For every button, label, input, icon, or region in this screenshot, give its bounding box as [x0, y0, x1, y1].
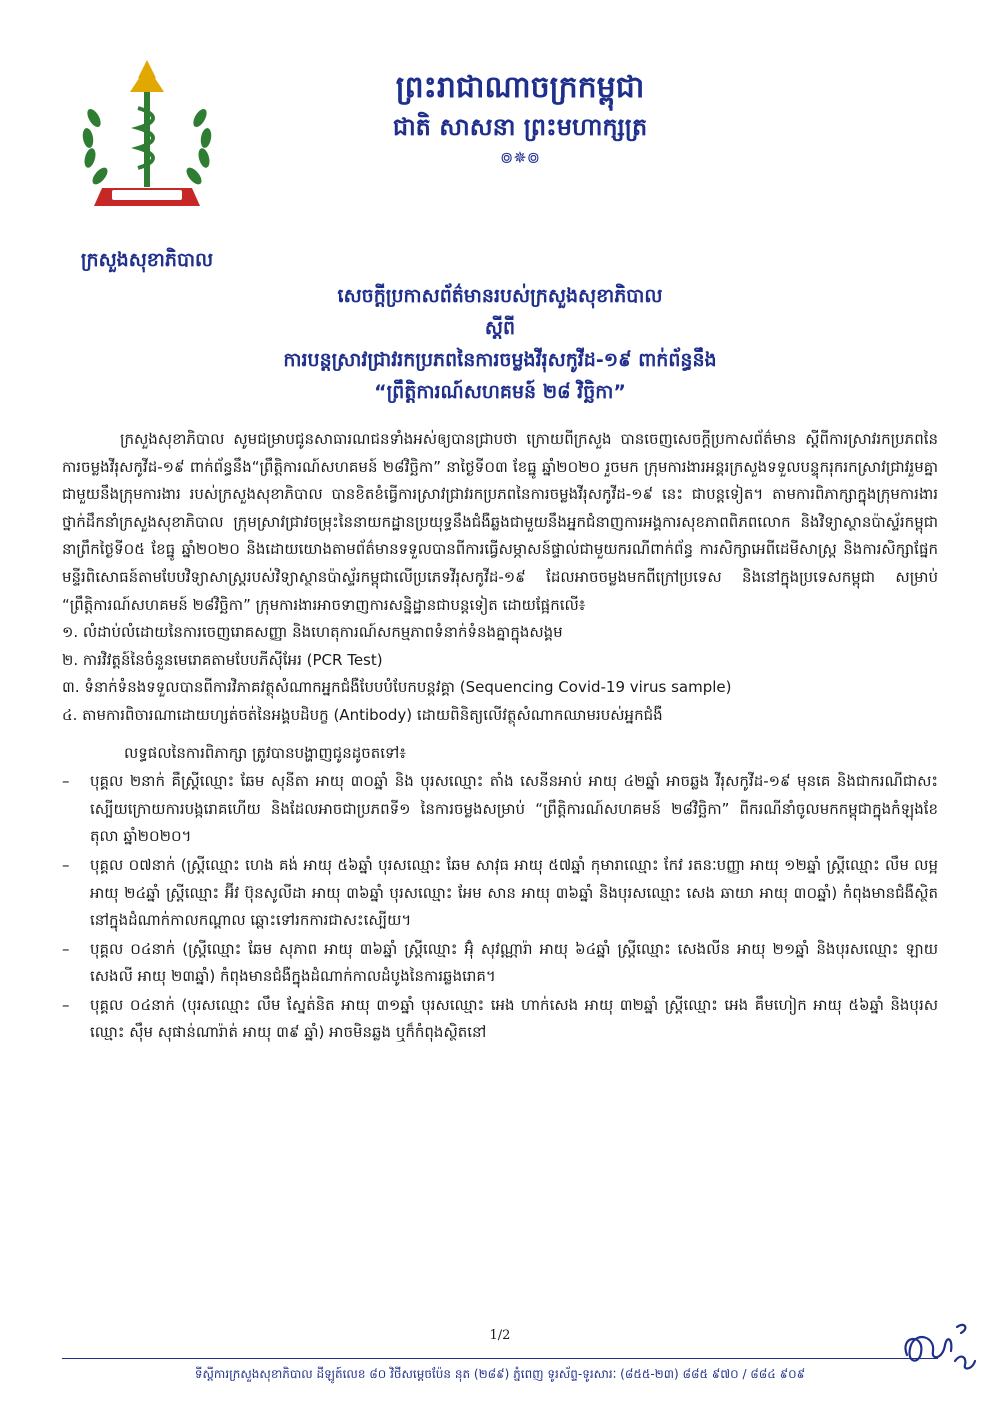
title-line-4: “ព្រឹត្តិការណ៍សហគមន៍ ២៨ វិច្ឆិកា” — [374, 381, 626, 403]
document-body — [62, 426, 938, 1047]
result-text: បុគ្គល ០៤នាក់ (បុរសឈ្មោះ លឹម ស្នែត់និត អាយុ ៣១ឆ្នាំ បុរសឈ្មោះ អេង ហាក់សេង អាយុ ៣២ឆ្នាំ ស្ត្រីឈ្មោះ អេង គឹមហៀក អាយុ ៥៦ឆ្នាំ និងបុរសឈ្មោះ ស៊ឹម សុផាន់ណារ៉ាត់ អាយុ ៣៩ ឆ្នាំ) អាចមិនឆ្លង ឬក៏កំពុងស្ថិតនៅ — [90, 995, 938, 1042]
result-item — [62, 852, 938, 935]
page-number: 1/2 — [489, 1328, 511, 1343]
results-intro: លទ្ធផលនៃការពិភាក្សា ត្រូវបានបង្ហាញជូនដូចតទៅ៖ — [124, 743, 406, 762]
ministry-label: ក្រសួងសុខាភិបាល — [80, 249, 214, 271]
result-item — [62, 992, 938, 1047]
result-item — [62, 768, 938, 851]
ministry-emblem-logo — [72, 58, 222, 218]
dash-bullet: – — [62, 772, 70, 791]
title-line-1: សេចក្តីប្រកាសព័ត៌មានរបស់ក្រសួងសុខាភិបាល — [337, 285, 663, 307]
dash-bullet: – — [62, 855, 70, 874]
result-text: បុគ្គល ០៧នាក់ (ស្ត្រីឈ្មោះ ហេង គង់ អាយុ ៥៦ឆ្នាំ បុរសឈ្មោះ ឆែម សាវុធ អាយុ ៥៧ឆ្នាំ កុមារាឈ្មោះ កែវ រតនៈបញ្ញា អាយុ ១២ឆ្នាំ ស្ត្រីឈ្មោះ លឹម លម្អ អាយុ ២៤ឆ្នាំ ស្ត្រីឈ្មោះ អ៊ីវ ប៊ុនសូលីដា អាយុ ៣៦ឆ្នាំ បុរសឈ្មោះ អែម សាន អាយុ ៣៦ឆ្នាំ និងបុរសឈ្មោះ សេង ឆាយា អាយុ ៣០ឆ្នាំ) កំពុងមានជំងឺស្ថិតនៅក្នុងដំណាក់កាលកណ្តាល ឆ្ពោះទៅរកការជាសះស្បើយ។ — [90, 855, 938, 930]
title-line-2: ស្តីពី — [484, 317, 516, 339]
footer-divider — [62, 1358, 938, 1359]
result-text: បុគ្គល ២នាក់ គឺស្ត្រីឈ្មោះ ឆែម សុនីតា អាយុ ៣០ឆ្នាំ និង បុរសឈ្មោះ តាំង សេនីនអាប់ អាយុ ៤២ឆ្នាំ អាចឆ្លង វីរុសកូវីដ-១៩ មុនគេ និងជាករណីជាសះស្បើយក្រោយការបង្ករោគហើយ និងដែលអាចជាប្រភពទី១ នៃការចម្លងសម្រាប់ “ព្រឹត្តិការណ៍សហគមន៍ ២៨វិច្ឆិកា” ពីករណីនាំចូលមកកម្ពុជាក្នុងកំឡុងខែតុលា ឆ្នាំ២០២០។ — [90, 772, 938, 846]
result-text: បុគ្គល ០៤នាក់ (ស្ត្រីឈ្មោះ ឆែម សុភាព អាយុ ៣៦ឆ្នាំ ស្ត្រីឈ្មោះ អ៊ុំ សុវណ្ណារ៉ា អាយុ ៦៤ឆ្នាំ ស្ត្រីឈ្មោះ សេងលីន អាយុ ២១ឆ្នាំ និងបុរសឈ្មោះ ឡាយ សេងលី អាយុ ២៣ឆ្នាំ) កំពុងមានជំងឺក្នុងដំណាក់កាលដំបូងនៃការឆ្លងរោគ។ — [90, 939, 938, 986]
ornament-divider: ៙✵៙ — [500, 148, 540, 167]
kingdom-title: ព្រះរាជាណាចក្រកម្ពុជា — [395, 70, 645, 105]
intro-paragraph: ក្រសួងសុខាភិបាល សូមជម្រាបជូនសាធារណជនទាំងអស់ឲ្យបានជ្រាបថា ក្រោយពីក្រសួង បានចេញសេចក្តីប្រកាសព័ត៌មាន ស្តីពីការស្រាវរកប្រភពនៃការចម្លងវីរុសកូវីដ-១៩ ពាក់ព័ន្ធនឹង“ព្រឹត្តិការណ៍សហគមន៍ ២៨វិច្ឆិកា” នាថ្ងៃទី០៣ ខែធ្នូ ឆ្នាំ២០២០ រួចមក ក្រុមការងារអន្តរក្រសួងទទួលបន្ទុករុករកស្រាវជ្រាវរួមគ្នាជាមួយនឹងក្រុមការងារ របស់ក្រសួងសុខាភិបាល បានខិតខំធ្វើការស្រាវជ្រាវរកប្រភពនៃការចម្លងវីរុសកូវីដ-១៩ នេះ ជាបន្តទៀត។ តាមការពិភាក្សាក្នុងក្រុមការងារថ្នាក់ដឹកនាំក្រសួងសុខាភិបាល ក្រុមស្រាវជ្រាវចម្រុះនៃនាយកដ្ឋានប្រយុទ្ធនឹងជំងឺឆ្លងជាមួយនឹងអ្នកជំនាញការអង្គការសុខភាពពិភពលោក និងវិទ្យាស្ថានប៉ាស្ទ័រកម្ពុជា នាព្រឹកថ្ងៃទី០៥ ខែធ្នូ ឆ្នាំ២០២០ និងដោយយោងតាមព័ត៌មានទទួលបានពីការធ្វើសម្ភាសន៍ផ្ទាល់ជាមួយករណីពាក់ព័ន្ធ ការសិក្សាអេពីដេមីសាស្ត្រ និងការសិក្សាផ្នែកមន្ទីរពិសោធន៍តាមបែបវិទ្យាសាស្ត្ររបស់វិទ្យាស្ថានប៉ាស្ទ័រកម្ពុជាលើប្រភេទវីរុសកូវីដ-១៩ ដែលអាចចម្លងមកពីក្រៅប្រទេស និងនៅក្នុងប្រទេសកម្ពុជា សម្រាប់ “ព្រឹត្តិការណ៍សហគមន៍ ២៨វិច្ឆិកា” ក្រុមការងារអាចទាញការសន្និដ្ឋានជាបន្តទៀត ដោយផ្អែកលើ៖ — [62, 430, 938, 614]
national-header — [240, 68, 800, 170]
dash-bullet: – — [62, 995, 70, 1014]
criteria-item-4: ៤. តាមការពិចារណាដោយហ្សត់ចត់នៃអង្គបដិបក្ខ (Antibody) ដោយពិនិត្យលើវត្ថុសំណាកឈាមរបស់អ្នកជំងឺ — [62, 705, 663, 724]
footer-address: ទីស្តីការក្រសួងសុខាភិបាល ដីឡូត៍លេខ ៨០ វិថីសម្តេចប៉ែន នុត (២៨៩) ភ្នំពេញ ទូរស័ព្ទ-ទូរសារៈ (៨៥៥-២៣) ៨៨៥ ៩៧០ / ៨៨៤ ៩០៩ — [194, 1367, 806, 1381]
criteria-item-1: ១. លំដាប់លំដោយនៃការចេញរោគសញ្ញា និងហេតុការណ៍សកម្មភាពទំនាក់ទំនងគ្នាក្នុងសង្គម — [62, 623, 563, 642]
dash-bullet: – — [62, 939, 70, 958]
national-motto: ជាតិ សាសនា ព្រះមហាក្សត្រ — [392, 113, 648, 141]
criteria-item-3: ៣. ទំនាក់ទំនងទទួលបានពីការវិភាគវត្ថុសំណាកអ្នកជំងឺបែបបំបែកបន្តវគ្គា (Sequencing Covid-19 virus sample) — [62, 678, 732, 697]
title-line-3: ការបន្តស្រាវជ្រាវរកប្រភពនៃការចម្លងវីរុសកូវីដ-១៩ ពាក់ព័ន្ធនឹង — [283, 349, 717, 371]
document-title — [150, 280, 850, 408]
result-item — [62, 936, 938, 991]
criteria-item-2: ២. ការវិវត្តន៍នៃចំនួនមេរោគតាមបែបភីស៊ីអែរ (PCR Test) — [62, 650, 383, 669]
